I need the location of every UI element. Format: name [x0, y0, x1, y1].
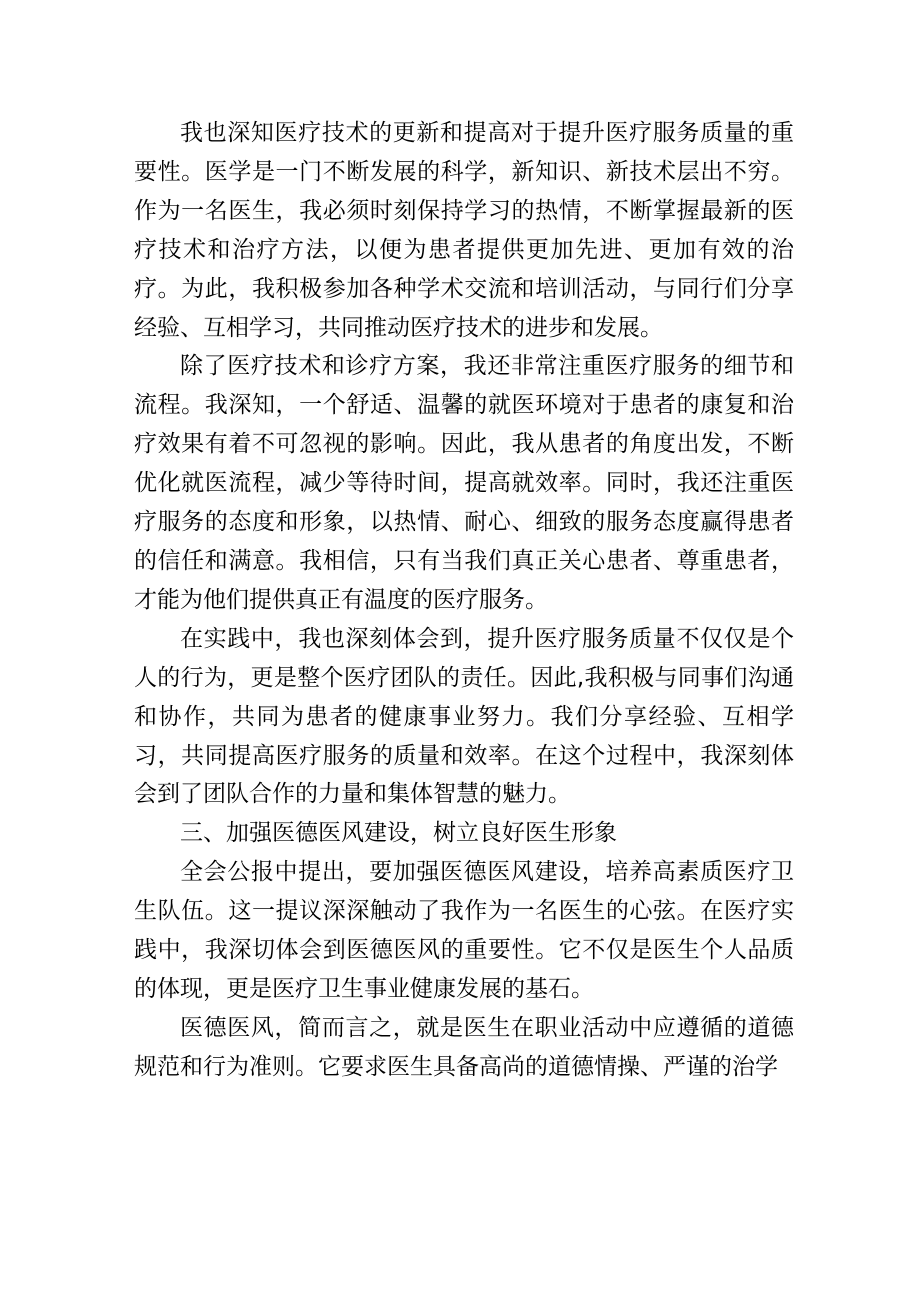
section-heading-medical-ethics: 三、加强医德医风建设，树立良好医生形象 — [180, 820, 617, 847]
document-body — [134, 114, 794, 1087]
paragraph-medical-technology: 我也深知医疗技术的更新和提高对于提升医疗服务质量的重要性。医学是一门不断发展的科学，新知识、新技术层出不穷。作为一名医生，我必须时刻保持学习的热情，不断掌握最新的医疗技术和治疗方法，以便为患者提供更加先进、更加有效的治疗。为此，我积极参加各种学术交流和培训活动，与同行们分享经验、互相学习，共同推动医疗技术的进步和发展。 — [134, 120, 794, 341]
paragraph-teamwork: 在实践中，我也深刻体会到，提升医疗服务质量不仅仅是个人的行为，更是整个医疗团队的责任。因此,我积极与同事们沟通和协作，共同为患者的健康事业努力。我们分享经验、互相学习，共同提高医疗服务的质量和效率。在这个过程中，我深刻体会到了团队合作的力量和集体智慧的魅力。 — [134, 625, 794, 808]
paragraph-service-details: 除了医疗技术和诊疗方案，我还非常注重医疗服务的细节和流程。我深知，一个舒适、温馨的就医环境对于患者的康复和治疗效果有着不可忽视的影响。因此，我从患者的角度出发，不断优化就医流程，减少等待时间，提高就效率。同时，我还注重医疗服务的态度和形象，以热情、耐心、细致的服务态度赢得患者的信任和满意。我相信，只有当我们真正关心患者、尊重患者，才能为他们提供真正有温度的医疗服务。 — [134, 353, 794, 613]
paragraph-medical-ethics-definition: 医德医风，简而言之，就是医生在职业活动中应遵循的道德规范和行为准则。它要求医生具备高尚的道德情操、严谨的治学 — [134, 1014, 794, 1080]
paragraph-plenary-communique: 全会公报中提出，要加强医德医风建设，培养高素质医疗卫生队伍。这一提议深深触动了我作为一名医生的心弦。在医疗实践中，我深切体会到医德医风的重要性。它不仅是医生个人品质的体现，更是医疗卫生事业健康发展的基石。 — [134, 859, 794, 1002]
